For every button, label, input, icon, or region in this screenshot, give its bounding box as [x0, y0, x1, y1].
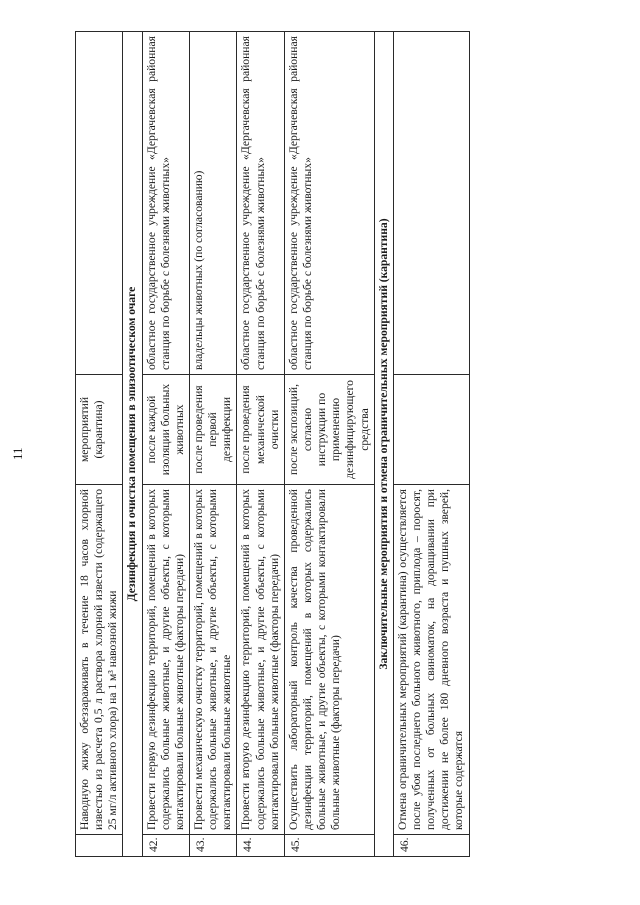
table-row	[189, 32, 236, 857]
executor-cell	[76, 32, 123, 375]
row-number: 45.	[284, 835, 374, 857]
timing-cell: мероприятий (карантина)	[76, 375, 123, 485]
section-title: Заключительные мероприятия и отмена ограничительных мероприятий (карантина)	[374, 32, 393, 857]
measures-table	[75, 31, 470, 857]
timing-cell: после каждой изоляции больных животных	[142, 375, 189, 485]
table-row	[284, 32, 374, 857]
task-cell: Осуществить лабораторный контроль качества проведенной дезинфекции территорий, помещений в которых содержались больные животные, и другие объекты, с которыми контактировали больные животные (факторы передачи)	[284, 485, 374, 835]
table-row	[237, 32, 284, 857]
timing-cell: после проведения механической очистки	[237, 375, 284, 485]
executor-cell: областное государственное учреждение «Дергачевская районная станция по борьбе с болезнями животных»	[284, 32, 374, 375]
task-cell: Отмена ограничительных мероприятий (карантина) осуществляется после убоя последнего больного животного, приплода – поросят, полученных от больных свиноматок, на доращивании при достижении не более 180 дневного возраста и пушных зверей, которые содержатся	[393, 485, 469, 835]
executor-cell: областное государственное учреждение «Дергачевская районная станция по борьбе с болезнями животных»	[142, 32, 189, 375]
executor-cell: областное государственное учреждение «Дергачевская районная станция по борьбе с болезнями животных»	[237, 32, 284, 375]
row-number: 42.	[142, 835, 189, 857]
executor-cell: владельцы животных (по согласованию)	[189, 32, 236, 375]
section-header-disinfection	[123, 32, 142, 857]
row-number: 46.	[393, 835, 469, 857]
timing-cell: после проведения первой дезинфекции	[189, 375, 236, 485]
table-row	[142, 32, 189, 857]
rotated-page	[75, 32, 605, 857]
task-cell: Наводную жижу обеззараживать в течение 18 часов хлорной известью из расчета 0,5 л раствора хлорной извести (содержащего 25 мг/л активного хлора) на 1 м³ навозной жижи	[76, 485, 123, 835]
task-cell: Провести вторую дезинфекцию территорий, помещений в которых содержались больные животные, и другие объекты, с которыми контактировали больные животные (факторы передачи)	[237, 485, 284, 835]
timing-cell: после экспозиций, согласно инструкции по применению дезинфицирующего средства	[284, 375, 374, 485]
executor-cell	[393, 32, 469, 375]
section-title: Дезинфекция и очистка помещения в эпизоотическом очаге	[123, 32, 142, 857]
page-number: 11	[10, 447, 25, 460]
table-row	[76, 32, 123, 857]
row-number: 43.	[189, 835, 236, 857]
table-row	[393, 32, 469, 857]
task-cell: Провести первую дезинфекцию территорий, помещений в которых содержались больные животные, и другие объекты, с которыми контактировали больные животные (факторы передачи)	[142, 485, 189, 835]
section-header-final-measures	[374, 32, 393, 857]
row-number: 44.	[237, 835, 284, 857]
task-cell: Провести механическую очистку территорий, помещений в которых содержались больные животные, и другие объекты, с которыми контактировали больные животные	[189, 485, 236, 835]
timing-cell	[393, 375, 469, 485]
